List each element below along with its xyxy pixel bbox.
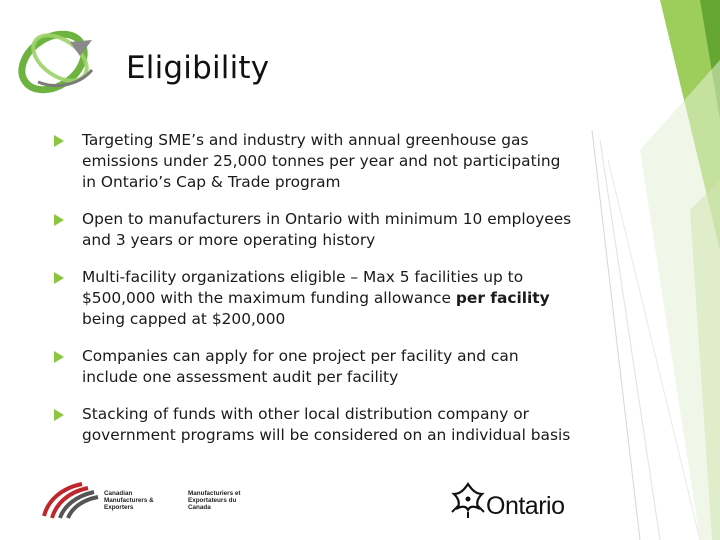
bullet-list	[52, 130, 572, 462]
bullet-arrow-icon	[54, 272, 64, 284]
bullet-item	[52, 209, 572, 251]
bullet-text: Companies can apply for one project per facility and can include one assessment audit per facility	[82, 347, 519, 386]
cme-english-name: Canadian Manufacturers & Exporters	[104, 490, 154, 511]
cme-stripes-icon	[38, 480, 100, 520]
ontario-logo	[446, 478, 576, 524]
ontario-wordmark: Ontario	[486, 492, 565, 520]
bullet-item	[52, 130, 572, 193]
bullet-arrow-icon	[54, 351, 64, 363]
bullet-text: per facility	[455, 289, 550, 307]
swoosh-logo-icon	[8, 12, 108, 102]
bullet-text: Multi-facility organizations eligible – Max 5 facilities up to $500,000 with the maximum funding allowance	[82, 268, 524, 307]
bullet-arrow-icon	[54, 135, 64, 147]
cme-logo	[38, 480, 278, 520]
ontario-trillium-icon	[446, 480, 490, 522]
bullet-text: Targeting SME’s and industry with annual greenhouse gas emissions under 25,000 tonnes per year and not participating in Ontario’s Cap & Trade program	[82, 131, 561, 191]
bullet-text: Open to manufacturers in Ontario with minimum 10 employees and 3 years or more operating history	[82, 210, 572, 249]
bullet-item	[52, 346, 572, 388]
bullet-arrow-icon	[54, 214, 64, 226]
bullet-arrow-icon	[54, 409, 64, 421]
bullet-item	[52, 267, 572, 330]
bullet-text: Stacking of funds with other local distribution company or government programs will be considered on an individual basis	[82, 405, 571, 444]
page-title: Eligibility	[126, 50, 270, 86]
cme-french-name: Manufacturiers et Exportateurs du Canada	[188, 490, 241, 511]
bullet-text: being capped at $200,000	[82, 310, 286, 328]
bullet-item	[52, 404, 572, 446]
